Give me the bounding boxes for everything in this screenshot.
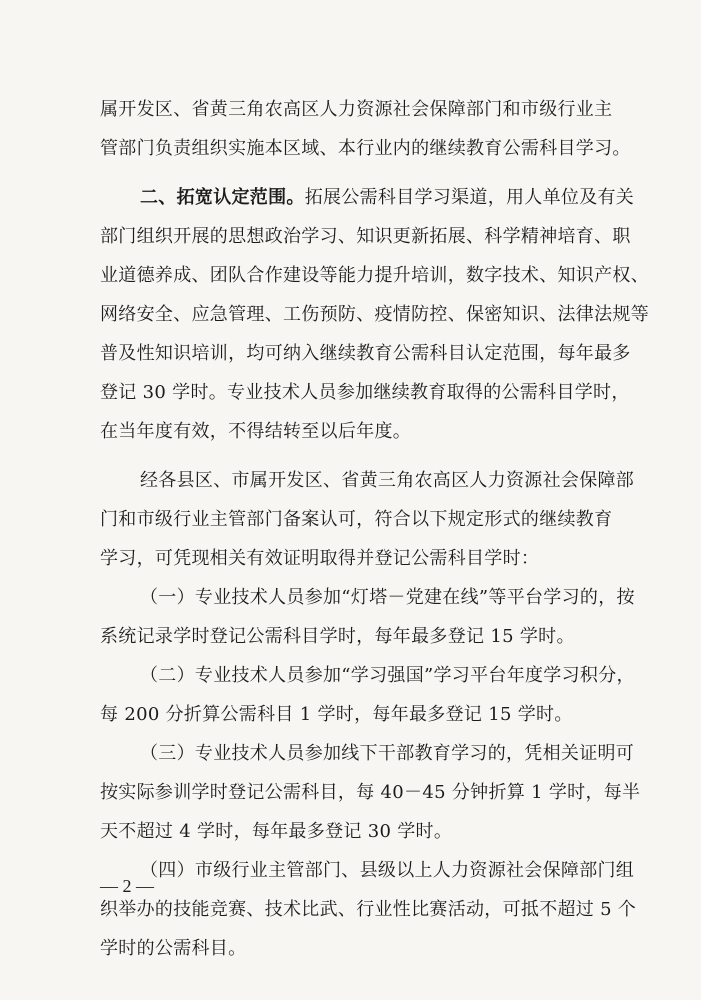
list-item-2-line: （二）专业技术人员参加“学习强国”学习平台年度学习积分， bbox=[140, 665, 635, 686]
list-item-4-line: 学时的公需科目。 bbox=[100, 938, 247, 959]
list-item-3-line: （三）专业技术人员参加线下干部教育学习的，凭相关证明可 bbox=[140, 743, 635, 764]
list-item-1-line: 系统记录学时登记公需科目学时，每年最多登记 15 学时。 bbox=[100, 626, 575, 647]
paragraph-text: 拓展公需科目学习渠道，用人单位及有关 bbox=[304, 187, 635, 208]
paragraph-line: 经各县区、市属开发区、省黄三角农高区人力资源社会保障部 bbox=[140, 470, 635, 491]
list-item-3-line: 天不超过 4 学时，每年最多登记 30 学时。 bbox=[100, 821, 453, 842]
paragraph-line: 管部门负责组织实施本区域、本行业内的继续教育公需科目学习。 bbox=[100, 138, 631, 159]
paragraph-line: 门和市级行业主管部门备案认可，符合以下规定形式的继续教育 bbox=[100, 509, 613, 530]
paragraph-line: 登记 30 学时。专业技术人员参加继续教育取得的公需科目学时， bbox=[100, 382, 630, 403]
list-item-3-line: 按实际参训学时登记公需科目，每 40－45 分钟折算 1 学时，每半 bbox=[100, 782, 641, 803]
paragraph-line: 普及性知识培训，均可纳入继续教育公需科目认定范围，每年最多 bbox=[100, 343, 631, 364]
page-number: — 2 — bbox=[100, 876, 154, 896]
paragraph-line: 属开发区、省黄三角农高区人力资源社会保障部门和市级行业主 bbox=[100, 99, 613, 120]
section-2-first-line bbox=[100, 178, 635, 217]
list-item-2-line: 每 200 分折算公需科目 1 学时，每年最多登记 15 学时。 bbox=[100, 704, 573, 725]
paragraph-line: 部门组织开展的思想政治学习、知识更新拓展、科学精神培育、职 bbox=[100, 226, 631, 247]
paragraph-line: 网络安全、应急管理、工伤预防、疫情防控、保密知识、法律法规等 bbox=[100, 304, 649, 325]
paragraph-line: 业道德养成、团队合作建设等能力提升培训，数字技术、知识产权、 bbox=[100, 265, 649, 286]
list-item-1-line: （一）专业技术人员参加“灯塔－党建在线”等平台学习的，按 bbox=[140, 587, 635, 608]
paragraph-line: 在当年度有效，不得结转至以后年度。 bbox=[100, 421, 412, 442]
paragraph-line: 学习，可凭现相关有效证明取得并登记公需科目学时： bbox=[100, 548, 540, 569]
document-body bbox=[100, 90, 649, 968]
list-item-4-line: 织举办的技能竞赛、技术比武、行业性比赛活动，可抵不超过 5 个 bbox=[100, 899, 637, 920]
section-heading: 二、拓宽认定范围。 bbox=[140, 187, 305, 208]
list-item-4-line: （四）市级行业主管部门、县级以上人力资源社会保障部门组 bbox=[140, 860, 635, 881]
